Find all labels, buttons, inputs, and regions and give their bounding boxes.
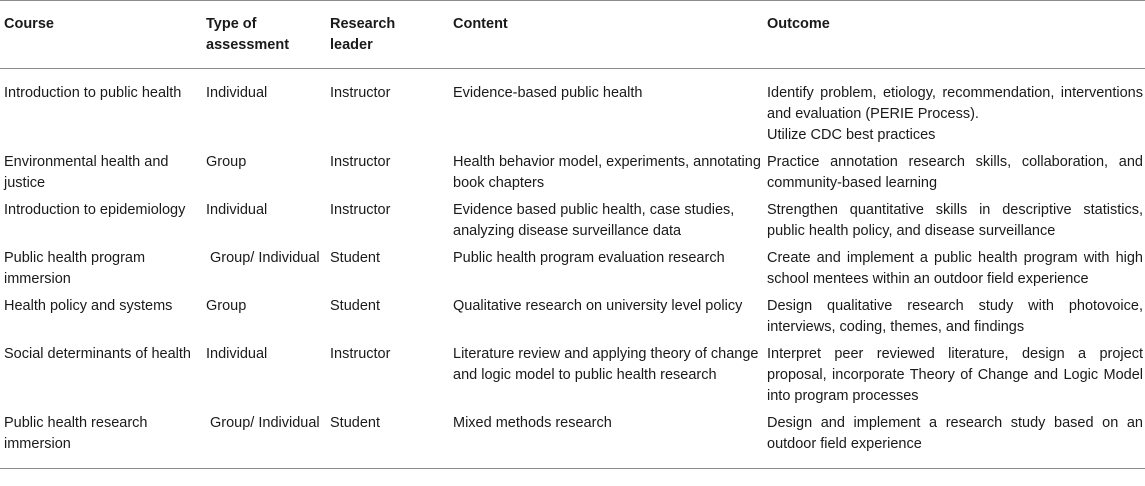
table-row	[0, 413, 1145, 469]
table-row	[0, 200, 1145, 248]
cell-content: Evidence-based public health	[453, 85, 643, 101]
header-type-line1: Type of	[206, 16, 257, 32]
table-header	[0, 1, 1145, 69]
cell-outcome-text: Identify problem, etiology, recommendation, interventions and evaluation (PERIE Process).	[767, 85, 1143, 122]
cell-type: Group	[206, 154, 247, 170]
table-row	[0, 69, 1145, 153]
cell-type: Group/ Individual	[210, 250, 320, 266]
header-outcome: Outcome	[767, 16, 830, 32]
cell-outcome: Strengthen quantitative skills in descriptive statistics, public health policy, and disease surveillance	[767, 202, 1143, 239]
table-row	[0, 296, 1145, 344]
table-body	[0, 69, 1145, 469]
header-course: Course	[4, 16, 54, 32]
cell-leader: Instructor	[330, 154, 391, 170]
cell-course: Public health program immersion	[4, 250, 146, 287]
cell-outcome: Design and implement a research study based on an outdoor field experience	[767, 415, 1143, 452]
cell-type: Individual	[206, 346, 268, 362]
header-research-leader	[330, 1, 453, 69]
cell-course: Social determinants of health	[4, 346, 191, 362]
header-leader-line1: Research	[330, 16, 396, 32]
cell-content: Literature review and applying theory of change and logic model to public health research	[453, 346, 759, 383]
cell-leader: Instructor	[330, 85, 391, 101]
cell-content: Public health program evaluation research	[453, 250, 725, 266]
cell-content: Qualitative research on university level policy	[453, 298, 743, 314]
cell-content: Mixed methods research	[453, 415, 612, 431]
cell-course: Introduction to epidemiology	[4, 202, 186, 218]
cell-course: Health policy and systems	[4, 298, 173, 314]
cell-course: Public health research immersion	[4, 415, 148, 452]
header-content: Content	[453, 16, 508, 32]
header-type-of-assessment	[206, 1, 330, 69]
cell-content: Evidence based public health, case studies, analyzing disease surveillance data	[453, 202, 735, 239]
cell-leader: Student	[330, 298, 380, 314]
cell-leader: Student	[330, 415, 380, 431]
cell-type: Group/ Individual	[210, 415, 320, 431]
table-row	[0, 152, 1145, 200]
cell-leader: Instructor	[330, 346, 391, 362]
cell-course: Environmental health and justice	[4, 154, 169, 191]
cell-course: Introduction to public health	[4, 85, 182, 101]
cell-type: Individual	[206, 202, 268, 218]
cell-outcome-extra: Utilize CDC best practices	[767, 127, 936, 143]
cell-outcome	[767, 69, 1145, 153]
cell-outcome: Practice annotation research skills, collaboration, and community-based learning	[767, 154, 1143, 191]
cell-type: Individual	[206, 85, 268, 101]
cell-leader: Student	[330, 250, 380, 266]
header-type-line2: assessment	[206, 37, 290, 53]
header-row	[0, 1, 1145, 69]
header-leader-line2: leader	[330, 37, 373, 53]
table-row	[0, 248, 1145, 296]
cell-outcome: Design qualitative research study with photovoice, interviews, coding, themes, and findings	[767, 298, 1143, 335]
table-row	[0, 344, 1145, 413]
cell-leader: Instructor	[330, 202, 391, 218]
cell-type: Group	[206, 298, 247, 314]
cell-outcome: Create and implement a public health program with high school mentees within an outdoor field experience	[767, 250, 1143, 287]
cell-content: Health behavior model, experiments, annotating book chapters	[453, 154, 761, 191]
cell-outcome: Interpret peer reviewed literature, design a project proposal, incorporate Theory of Change and Logic Model into program processes	[767, 346, 1143, 404]
